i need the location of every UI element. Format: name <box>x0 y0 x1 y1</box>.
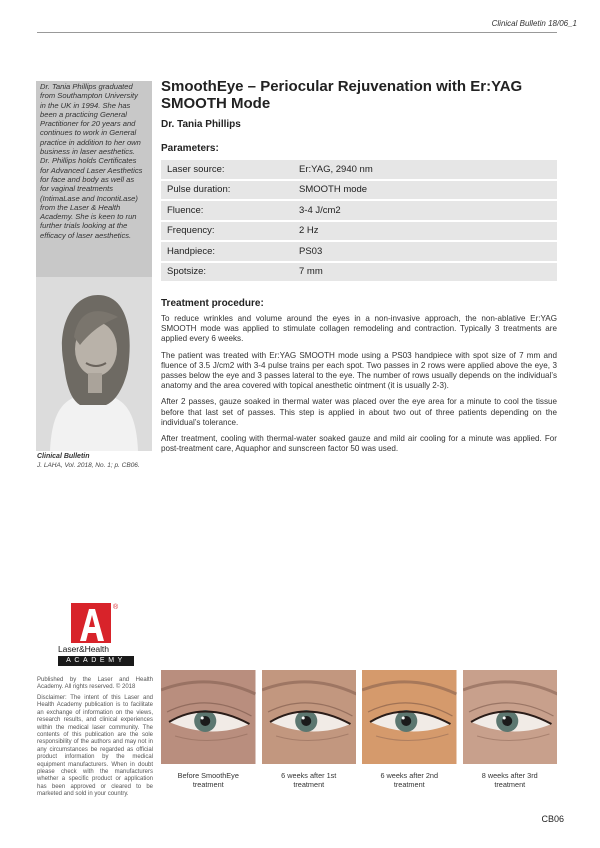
photo-caption: Before SmoothEye treatment <box>177 771 239 789</box>
procedure-paragraph: The patient was treated with Er:YAG SMOOTH mode using a PS03 handpiece with spot size of 7 mm and fluence of 3.5 J/cm2 with 3-4 pulse trains per each spot. Two passes in 2 rows were applied above the eye, 3 passes below the eye and 3 passes lateral to the eye. The number of rows usually depends on the individual’s anatomy and the area covered with topical anesthetic ointment (it is usually 2-3). <box>161 350 557 391</box>
procedure-heading: Treatment procedure: <box>161 298 264 309</box>
eye-image <box>262 670 357 764</box>
table-row <box>161 263 557 282</box>
param-name: Spotsize: <box>161 263 293 282</box>
article-title: SmoothEye – Periocular Rejuvenation with Er:YAG SMOOTH Mode <box>161 78 523 112</box>
header-divider <box>37 32 557 33</box>
disclaimer: Disclaimer: The intent of this Laser and Health Academy publication is to facilitate an exchange of information on the views, research results, and clinical experiences within the medical laser community. The contents of this publication are the sole responsibility of the authors and may not in any circumstances be regarded as official product information by the medical equipment manufacturers. When in doubt please check with the manufacturers whether a specific product or application has been approved or cleared to be marketed and sold in your country. <box>37 695 153 798</box>
photo-caption: 6 weeks after 1st treatment <box>281 771 337 789</box>
clinical-bulletin-label: Clinical Bulletin <box>37 453 90 460</box>
logo-wordmark: Laser&Health <box>58 644 109 654</box>
eye-image <box>362 670 457 764</box>
param-value: 7 mm <box>293 263 557 282</box>
table-row <box>161 160 557 179</box>
table-row <box>161 242 557 261</box>
param-name: Pulse duration: <box>161 181 293 200</box>
param-name: Fluence: <box>161 201 293 220</box>
treatment-photos <box>161 670 557 764</box>
academy-a-logo-icon <box>58 601 132 645</box>
photo-caption: 6 weeks after 2nd treatment <box>380 771 439 789</box>
eye-photo-before <box>161 670 256 764</box>
parameters-heading: Parameters: <box>161 143 219 154</box>
journal-citation: J. LAHA, Vol. 2018, No. 1; p. CB06. <box>37 462 140 469</box>
article-author: Dr. Tania Phillips <box>161 119 241 130</box>
param-name: Handpiece: <box>161 242 293 261</box>
parameters-table <box>161 158 557 283</box>
author-photo <box>36 277 152 451</box>
author-bio: Dr. Tania Phillips graduated from Southampton University in the UK in 1994. She has been a practicing General Practitioner for 20 years and continues to work in General practice in addition to her own business in laser aesthetics. Dr. Phillips holds Certificates for Advanced Laser Aesthetics for face and body as well as for vaginal treatments (IntimaLase and IncontiLase) from the Laser & Health Academy. She is keen to run further trials looking at the efficacy of laser aesthetics. <box>40 82 143 240</box>
param-value: 3-4 J/cm2 <box>293 201 557 220</box>
author-portrait-image <box>36 277 152 451</box>
param-name: Laser source: <box>161 160 293 179</box>
table-row <box>161 181 557 200</box>
param-value: 2 Hz <box>293 222 557 241</box>
page-number: CB06 <box>541 814 564 824</box>
eye-photo-after-1st <box>262 670 357 764</box>
table-row <box>161 222 557 241</box>
procedure-paragraph: To reduce wrinkles and volume around the eyes in a non-invasive approach, the non-ablative Er:YAG SMOOTH mode was applied to stimulate collagen remodeling and contraction. Typically 3 treatments are applied every 6 weeks. <box>161 314 557 344</box>
table-row <box>161 201 557 220</box>
eye-photo-after-2nd <box>362 670 457 764</box>
publisher-note: Published by the Laser and Health Academy. All rights reserved. © 2018 <box>37 677 153 691</box>
param-name: Frequency: <box>161 222 293 241</box>
param-value: SMOOTH mode <box>293 181 557 200</box>
param-value: Er:YAG, 2940 nm <box>293 160 557 179</box>
procedure-paragraph: After treatment, cooling with thermal-water soaked gauze and mild air cooling for a minute was applied. For post-treatment care, Aquaphor and sunscreen factor 50 was used. <box>161 434 557 454</box>
registered-mark: ® <box>113 604 119 611</box>
param-value: PS03 <box>293 242 557 261</box>
eye-photo-after-3rd <box>463 670 558 764</box>
procedure-text <box>161 314 557 460</box>
eye-image <box>463 670 558 764</box>
eye-image <box>161 670 256 764</box>
bulletin-reference: Clinical Bulletin 18/06_1 <box>491 19 577 28</box>
logo-academy-bar: ACADEMY <box>58 656 134 666</box>
procedure-paragraph: After 2 passes, gauze soaked in thermal water was placed over the eye area for a minute to cool the tissue before that last set of passes. This step is applied in about two out of three patients depending on the individual’s tolerance. <box>161 397 557 427</box>
photo-captions <box>161 771 557 789</box>
photo-caption: 8 weeks after 3rd treatment <box>481 771 538 789</box>
